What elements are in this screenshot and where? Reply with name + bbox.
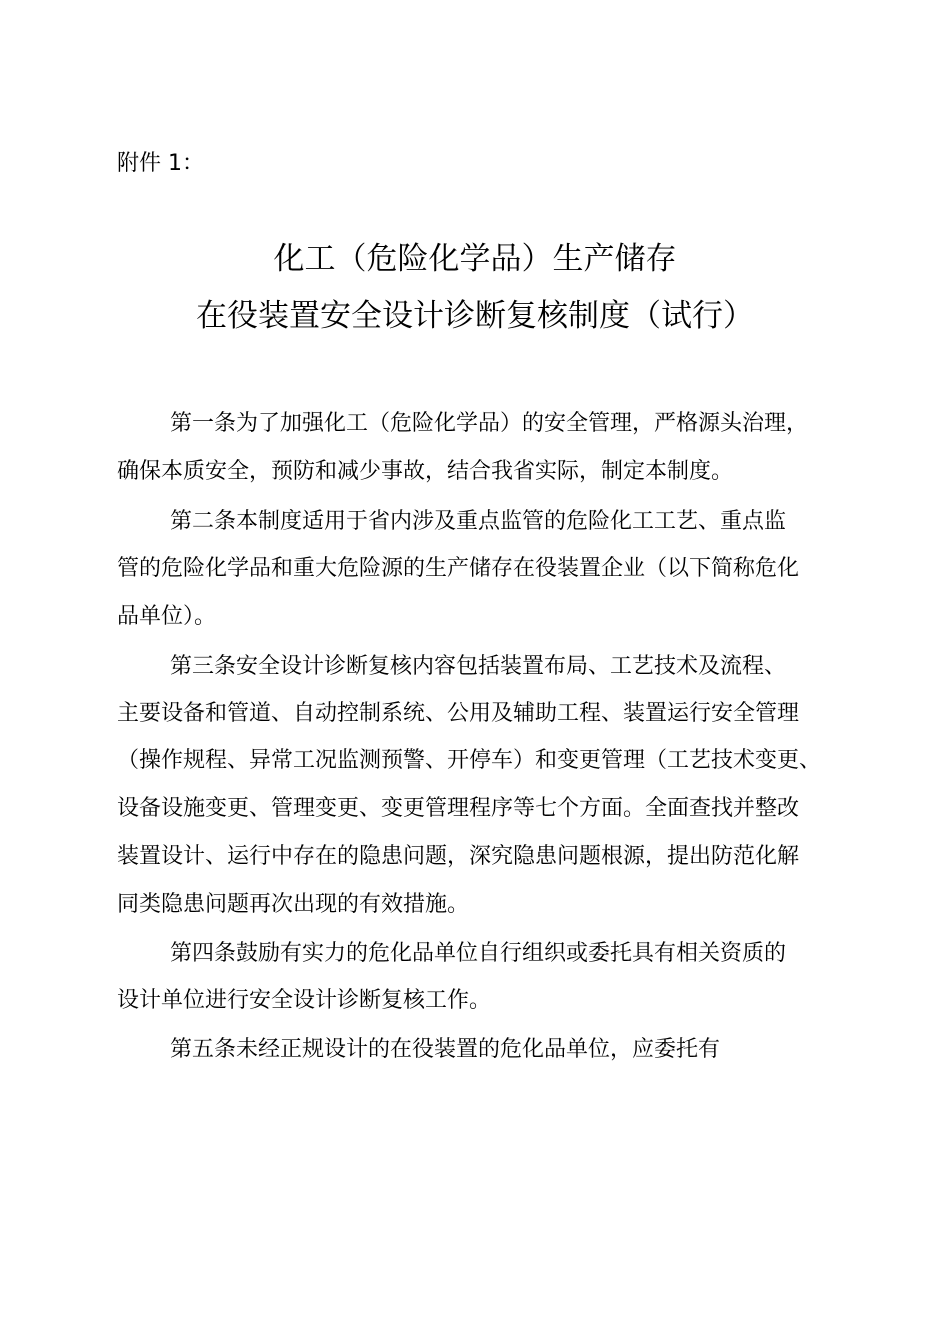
article-3-line-6: 同类隐患问题再次出现的有效措施。 — [117, 892, 470, 917]
article-3-line-3: （操作规程、异常工况监测预警、开停车）和变更管理（工艺技术变更、 — [117, 748, 822, 773]
article-1-line-2: 确保本质安全，预防和减少事故，结合我省实际，制定本制度。 — [117, 459, 734, 484]
article-4-line-1: 第四条鼓励有实力的危化品单位自行组织或委托具有相关资质的 — [170, 941, 787, 966]
article-1-line-1: 第一条为了加强化工（危险化学品）的安全管理，严格源头治理， — [170, 411, 809, 436]
attachment-label: 附件 1： — [117, 151, 204, 176]
article-3-line-4: 设备设施变更、管理变更、变更管理程序等七个方面。全面查找并整改 — [117, 796, 800, 821]
article-2-line-3: 品单位）。 — [117, 604, 217, 629]
article-5-line-1: 第五条未经正规设计的在役装置的危化品单位，应委托有 — [170, 1037, 721, 1062]
article-4-line-2: 设计单位进行安全设计诊断复核工作。 — [117, 988, 492, 1013]
article-2-line-2: 管的危险化学品和重大危险源的生产储存在役装置企业（以下简称危化 — [117, 556, 800, 581]
article-2-line-1: 第二条本制度适用于省内涉及重点监管的危险化工工艺、重点监 — [170, 509, 787, 534]
document-title-line-2: 在役装置安全设计诊断复核制度（试行） — [196, 298, 754, 334]
document-title-line-1: 化工（危险化学品）生产储存 — [273, 241, 677, 277]
article-3-line-2: 主要设备和管道、自动控制系统、公用及辅助工程、装置运行安全管理 — [117, 701, 800, 726]
article-3-line-5: 装置设计、运行中存在的隐患问题，深究隐患问题根源，提出防范化解 — [117, 844, 800, 869]
article-3-line-1: 第三条安全设计诊断复核内容包括装置布局、工艺技术及流程、 — [170, 654, 787, 679]
